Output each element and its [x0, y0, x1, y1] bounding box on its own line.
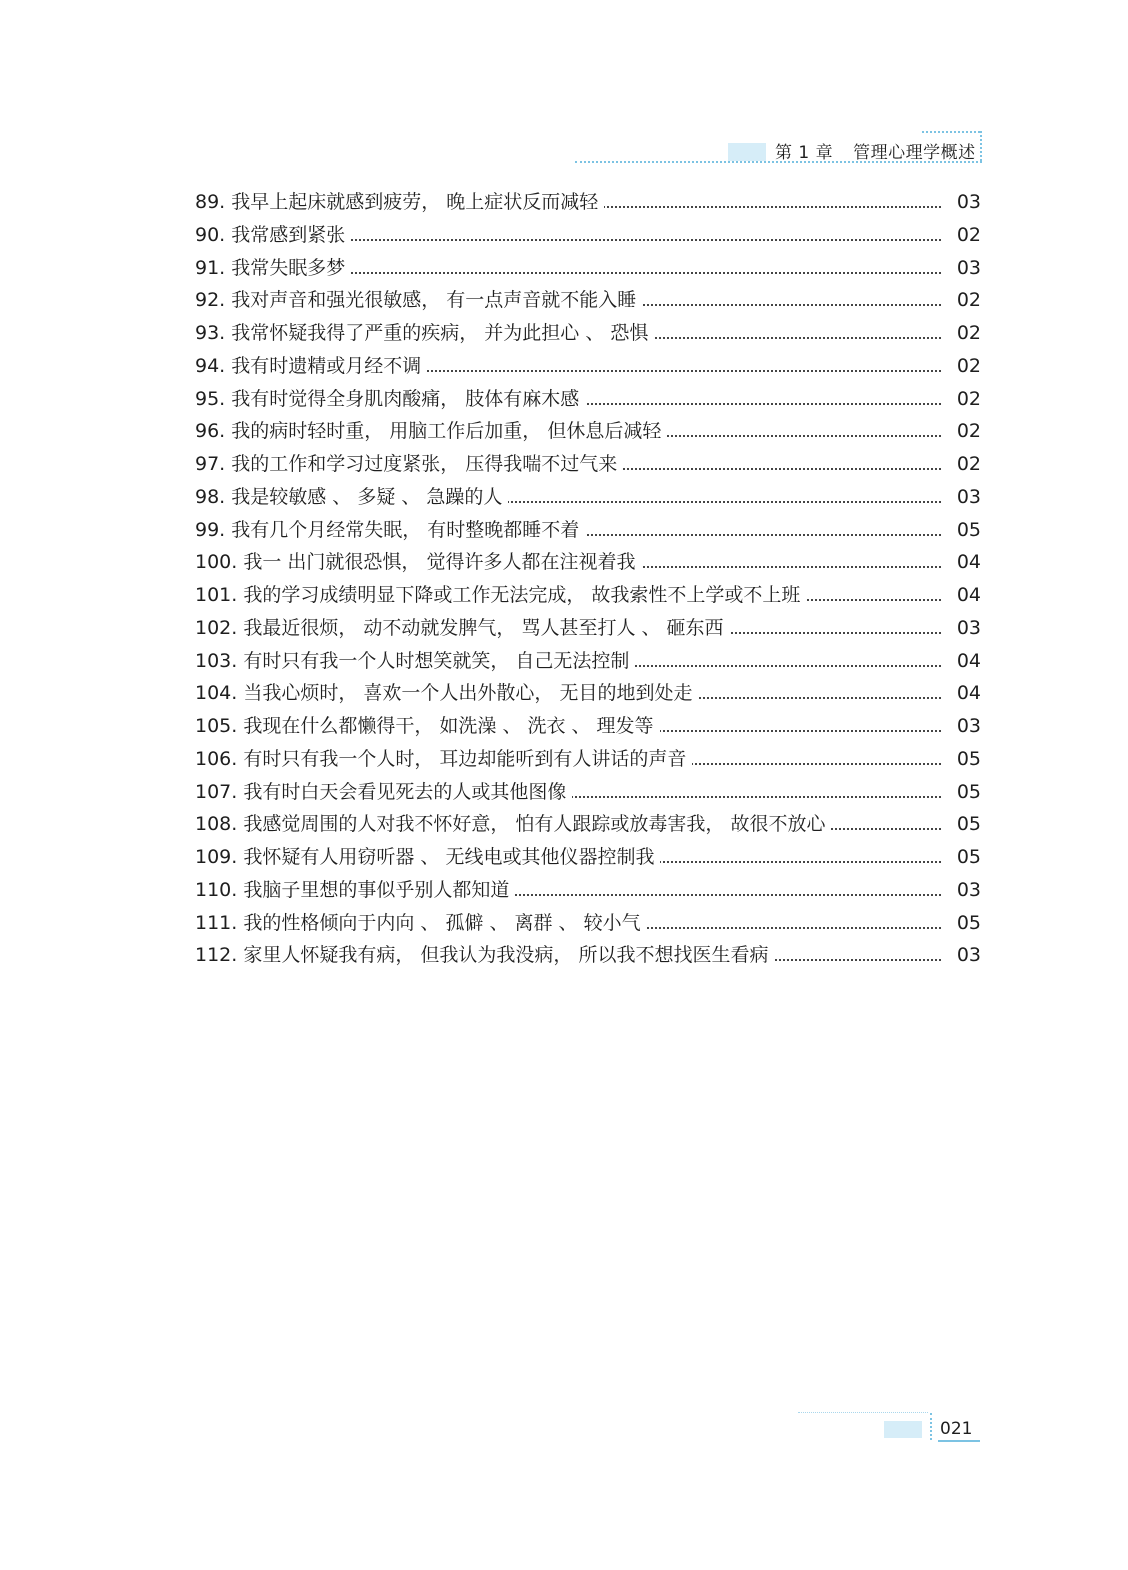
question-row: [195, 939, 981, 972]
page-number: 021: [940, 1419, 973, 1439]
question-score: 02: [956, 420, 981, 443]
question-text: [195, 219, 351, 252]
question-score: 03: [956, 191, 981, 213]
question-number: 97.: [195, 453, 226, 475]
question-body: 我的性格倾向于内向 、 孤僻 、 离群 、 较小气: [243, 911, 641, 934]
question-score: 02: [956, 387, 981, 410]
header-decoration-top: [922, 131, 980, 133]
question-number: 95.: [195, 387, 226, 410]
question-text: [195, 710, 660, 743]
question-score: 03: [956, 944, 981, 967]
question-row: [195, 415, 981, 448]
question-score: 02: [956, 322, 981, 344]
footer-decoration-top: [798, 1412, 928, 1413]
footer-decoration-bar: [930, 1413, 932, 1440]
question-number: 94.: [195, 354, 226, 377]
question-score: 03: [956, 616, 981, 639]
question-row: [195, 219, 981, 252]
question-score: 03: [956, 715, 981, 737]
page-number-underline: [938, 1440, 980, 1442]
question-score: 05: [956, 747, 981, 770]
question-body: 我最近很烦， 动不动就发脾气， 骂人甚至打人 、 砸东西: [243, 616, 724, 639]
question-number: 98.: [195, 485, 226, 508]
question-body: 当我心烦时， 喜欢一个人出外散心， 无目的地到处走: [243, 682, 693, 705]
question-number: 100.: [195, 551, 238, 574]
question-row: [195, 677, 981, 710]
question-text: [195, 546, 641, 579]
question-body: 我的学习成绩明显下降或工作无法完成， 故我索性不上学或不上班: [243, 584, 801, 606]
question-text: [195, 448, 623, 481]
question-body: 有时只有我一个人时， 耳边却能听到有人讲话的声音: [243, 747, 687, 770]
question-text: [195, 481, 508, 514]
question-number: 105.: [195, 715, 238, 737]
question-score: 05: [956, 813, 981, 836]
question-body: 我早上起床就感到疲劳， 晚上症状反而减轻: [231, 191, 599, 213]
question-row: [195, 546, 981, 579]
question-number: 109.: [195, 846, 238, 868]
question-number: 92.: [195, 289, 226, 312]
question-text: [195, 677, 698, 710]
question-body: 我有时白天会看见死去的人或其他图像: [243, 780, 567, 803]
question-score: 04: [956, 649, 981, 672]
question-number: 111.: [195, 911, 238, 934]
question-score: 02: [956, 223, 981, 246]
question-score: 05: [956, 846, 981, 868]
question-text: [195, 514, 585, 547]
question-row: [195, 808, 981, 841]
question-row: [195, 448, 981, 481]
question-number: 110.: [195, 878, 238, 901]
question-score: 05: [956, 518, 981, 541]
question-number: 103.: [195, 649, 238, 672]
question-number: 104.: [195, 682, 238, 705]
footer-color-block: [884, 1421, 922, 1438]
question-body: 我有时觉得全身肌肉酸痛， 肢体有麻木感: [231, 387, 580, 410]
question-number: 101.: [195, 584, 238, 606]
question-number: 99.: [195, 518, 226, 541]
question-score: 03: [956, 485, 981, 508]
question-row: [195, 874, 981, 907]
question-body: 我是较敏感 、 多疑 、 急躁的人: [231, 485, 503, 508]
question-row: [195, 284, 981, 317]
question-row: [195, 841, 981, 874]
question-text: [195, 383, 585, 416]
chapter-title: 管理心理学概述: [853, 143, 976, 163]
question-row: [195, 317, 981, 350]
header-color-block: [728, 143, 766, 161]
question-row: [195, 383, 981, 416]
question-body: 家里人怀疑我有病， 但我认为我没病， 所以我不想找医生看病: [243, 944, 769, 967]
question-row: [195, 710, 981, 743]
question-score: 05: [956, 911, 981, 934]
question-score: 04: [956, 584, 981, 606]
question-text: [195, 415, 667, 448]
question-score: 03: [956, 878, 981, 901]
header-underline: [575, 161, 982, 163]
question-score: 04: [956, 551, 981, 574]
question-row: [195, 350, 981, 383]
chapter-number: 第 1 章: [775, 143, 834, 163]
question-number: 106.: [195, 747, 238, 770]
question-text: [195, 186, 604, 219]
question-row: [195, 252, 981, 285]
question-score: 04: [956, 682, 981, 705]
question-body: 我现在什么都懒得干， 如洗澡 、 洗衣 、 理发等: [243, 715, 654, 737]
question-row: [195, 514, 981, 547]
question-number: 96.: [195, 420, 226, 443]
question-score: 03: [956, 256, 981, 279]
question-body: 有时只有我一个人时想笑就笑， 自己无法控制: [243, 649, 630, 672]
question-body: 我常感到紧张: [231, 223, 346, 246]
question-row: [195, 481, 981, 514]
question-text: [195, 939, 774, 972]
question-text: [195, 284, 642, 317]
question-text: [195, 808, 831, 841]
question-text: [195, 907, 647, 940]
question-body: 我常怀疑我得了严重的疾病， 并为此担心 、 恐惧: [231, 322, 649, 344]
question-number: 89.: [195, 191, 226, 213]
question-number: 102.: [195, 616, 238, 639]
question-text: [195, 776, 572, 809]
question-body: 我脑子里想的事似乎别人都知道: [243, 878, 510, 901]
question-text: [195, 645, 635, 678]
question-row: [195, 645, 981, 678]
question-row: [195, 612, 981, 645]
question-row: [195, 579, 981, 612]
question-score: 02: [956, 289, 981, 312]
question-row: [195, 776, 981, 809]
question-body: 我有几个月经常失眠， 有时整晚都睡不着: [231, 518, 580, 541]
question-list: [195, 186, 981, 972]
question-number: 91.: [195, 256, 226, 279]
question-text: [195, 317, 654, 350]
question-number: 108.: [195, 813, 238, 836]
question-text: [195, 612, 730, 645]
question-body: 我怀疑有人用窃听器 、 无线电或其他仪器控制我: [243, 846, 655, 868]
question-body: 我的病时轻时重， 用脑工作后加重， 但休息后减轻: [231, 420, 662, 443]
question-text: [195, 350, 427, 383]
question-row: [195, 907, 981, 940]
question-row: [195, 186, 981, 219]
question-body: 我感觉周围的人对我不怀好意， 怕有人跟踪或放毒害我， 故很不放心: [243, 813, 826, 836]
question-number: 112.: [195, 944, 238, 967]
question-text: [195, 252, 351, 285]
running-header: [775, 138, 976, 163]
question-number: 107.: [195, 780, 238, 803]
question-row: [195, 743, 981, 776]
question-text: [195, 579, 806, 612]
question-text: [195, 874, 515, 907]
question-body: 我对声音和强光很敏感， 有一点声音就不能入睡: [231, 289, 637, 312]
header-decoration-bar: [980, 131, 982, 161]
question-body: 我一 出门就很恐惧， 觉得许多人都在注视着我: [243, 551, 636, 574]
question-body: 我有时遗精或月经不调: [231, 354, 422, 377]
question-text: [195, 743, 692, 776]
question-body: 我的工作和学习过度紧张， 压得我喘不过气来: [231, 453, 618, 475]
question-score: 02: [956, 354, 981, 377]
question-number: 90.: [195, 223, 226, 246]
question-score: 02: [956, 453, 981, 475]
question-score: 05: [956, 780, 981, 803]
question-body: 我常失眠多梦: [231, 256, 346, 279]
question-text: [195, 841, 660, 874]
question-number: 93.: [195, 322, 226, 344]
